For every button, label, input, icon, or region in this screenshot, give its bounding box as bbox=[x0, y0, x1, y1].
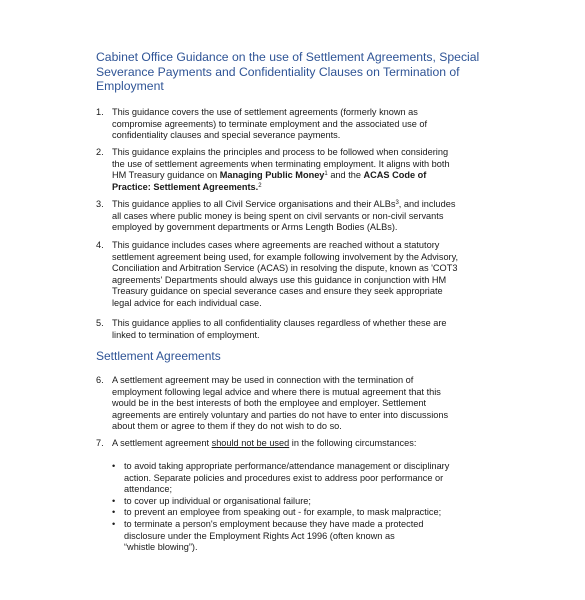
managing-public-money-ref: Managing Public Money bbox=[219, 170, 325, 181]
paragraph-number: 2. bbox=[96, 147, 104, 157]
bullet-item bbox=[112, 507, 492, 519]
title-line: Severance Payments and Confidentiality Clauses on Termination of bbox=[96, 64, 460, 79]
line-text: This guidance applies to all Civil Service organisations and their ALBs bbox=[112, 199, 396, 209]
paragraph-number: 6. bbox=[96, 375, 104, 385]
line-text: , and includes bbox=[398, 199, 456, 209]
paragraph-line: would be in the best interests of both the employee and employer. Settlement bbox=[112, 398, 427, 409]
paragraph-line bbox=[112, 438, 496, 450]
bullet-icon: • bbox=[112, 507, 116, 518]
bullet-icon: • bbox=[112, 461, 116, 471]
bullet-line: action. Separate policies and procedures exist to address poor performance or bbox=[124, 472, 444, 483]
footnote-ref: 2 bbox=[258, 182, 262, 189]
paragraph-line: Treasury guidance on special severance cases and ensure they seek appropriate bbox=[112, 286, 443, 297]
paragraph-line: This guidance covers the use of settlement agreements (formerly known as bbox=[112, 107, 418, 117]
paragraph-line bbox=[112, 199, 496, 211]
paragraph-line: employment following legal advice and where there is mutual agreement that this bbox=[112, 386, 441, 397]
paragraph-line: all cases where public money is being spent on civil servants or non-civil servants bbox=[112, 210, 444, 221]
line-text: A settlement agreement bbox=[112, 438, 212, 448]
bullet-line: disclosure under the Employment Rights Act 1996 (often known as bbox=[124, 530, 395, 541]
document-title bbox=[96, 50, 496, 94]
line-text: HM Treasury guidance on bbox=[112, 170, 220, 181]
paragraph-line: This guidance explains the principles and process to be followed when considering bbox=[112, 147, 449, 157]
paragraph-line: about them or agree to them if they do not wish to do so. bbox=[112, 421, 342, 432]
paragraph-line bbox=[112, 170, 496, 182]
paragraph-line: A settlement agreement may be used in connection with the termination of bbox=[112, 375, 414, 385]
footnote-ref: 3 bbox=[395, 200, 399, 206]
bullet-line: to terminate a person's employment because they have made a protected bbox=[124, 518, 424, 529]
title-line: Employment bbox=[96, 79, 164, 94]
paragraph-number: 5. bbox=[96, 318, 104, 328]
title-line: Cabinet Office Guidance on the use of Settlement Agreements, Special bbox=[96, 50, 480, 64]
paragraph-number: 3. bbox=[96, 199, 104, 209]
paragraph-line: legal advice for each individual case. bbox=[112, 297, 262, 308]
paragraph-line: compromise agreements) to terminate employment and the associated use of bbox=[112, 118, 428, 129]
footnote-ref: 1 bbox=[324, 171, 328, 178]
bullet-item bbox=[112, 519, 492, 554]
paragraph-line: agreements' Departments should always use this guidance in conjunction with HM bbox=[112, 274, 447, 285]
line-text: in the following circumstances: bbox=[289, 438, 417, 448]
paragraph-number: 4. bbox=[96, 240, 104, 250]
bullet-item bbox=[112, 496, 492, 508]
bullet-line: attendance; bbox=[124, 484, 173, 495]
paragraph-line: This guidance applies to all confidentiality clauses regardless of whether these are bbox=[112, 318, 447, 328]
paragraph-line: This guidance includes cases where agreements are reached without a statutory bbox=[112, 240, 440, 250]
bullet-icon: • bbox=[112, 518, 116, 529]
paragraph-number: 7. bbox=[96, 438, 104, 448]
bullet-line: to cover up individual or organisational failure; bbox=[124, 495, 311, 506]
paragraph-line: confidentiality clauses and special severance payments. bbox=[112, 130, 341, 141]
acas-code-ref: ACAS Code of bbox=[363, 170, 427, 181]
bullet-item bbox=[112, 461, 492, 496]
paragraph-line bbox=[112, 182, 496, 194]
bullet-line: “whistle blowing”). bbox=[124, 542, 198, 553]
bullet-list bbox=[112, 461, 492, 554]
paragraph-line: employed by government departments or Arms Length Bodies (ALBs). bbox=[112, 222, 398, 233]
paragraph-line: settlement agreement being used, for example following involvement by the Advisory, bbox=[112, 251, 459, 262]
bullet-line: to prevent an employee from speaking out - for example, to mask malpractice; bbox=[124, 507, 442, 518]
underlined-text: should not be used bbox=[211, 438, 290, 448]
section-heading: Settlement Agreements bbox=[96, 349, 221, 363]
paragraph-number: 1. bbox=[96, 107, 104, 117]
bullet-icon: • bbox=[112, 495, 116, 506]
paragraph-line: linked to termination of employment. bbox=[112, 329, 260, 340]
acas-code-ref: Practice: Settlement Agreements. bbox=[112, 181, 259, 192]
paragraph-line: agreements are entirely voluntary and parties do not have to enter into discussions bbox=[112, 409, 449, 420]
bullet-line: to avoid taking appropriate performance/attendance management or disciplinary bbox=[124, 461, 450, 471]
line-text: and the bbox=[327, 170, 364, 181]
paragraph-line: the use of settlement agreements when terminating employment. It aligns with both bbox=[112, 158, 450, 169]
paragraph-line: Conciliation and Arbitration Service (ACAS) in resolving the dispute, known as 'COT3 bbox=[112, 263, 458, 274]
